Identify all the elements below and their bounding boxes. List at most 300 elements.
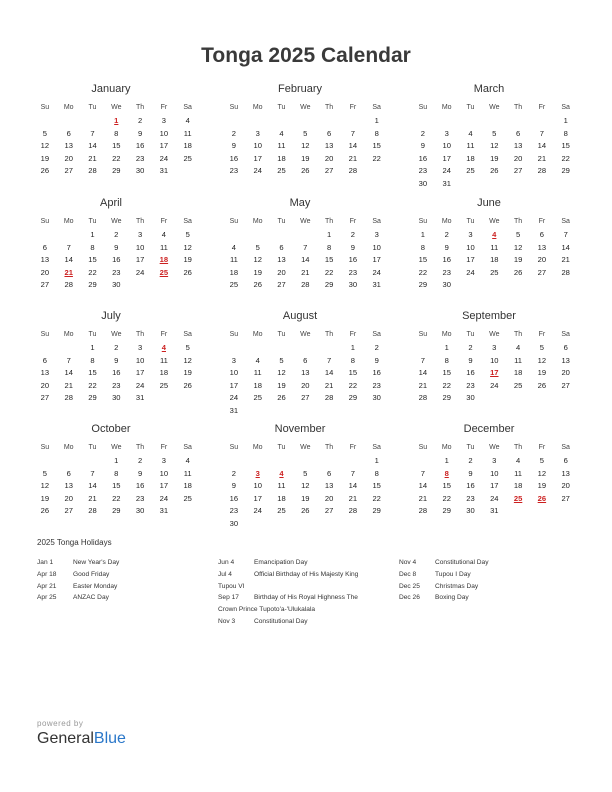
day-cell: 26 — [513, 267, 523, 277]
weekday-header: Su — [40, 331, 50, 338]
day-cell: 9 — [350, 242, 355, 252]
day-cell: 3 — [492, 456, 497, 465]
day-cell: 13 — [537, 242, 547, 252]
day-cell: 10 — [490, 468, 499, 478]
holiday-date: Sep 17 — [218, 594, 239, 602]
month-name: January — [91, 83, 131, 95]
day-cell: 24 — [159, 153, 169, 163]
empty-day-cell — [246, 115, 270, 128]
day-cell: 24 — [229, 393, 239, 403]
day-cell: 22 — [418, 267, 428, 277]
day-cell: 16 — [466, 368, 475, 378]
holiday-item — [218, 616, 394, 628]
day-cell: 28 — [418, 393, 428, 403]
weekday-header: Mo — [441, 444, 452, 451]
weekday-header: Th — [514, 331, 523, 338]
weekday-header: Fr — [160, 104, 168, 111]
day-cell: 10 — [159, 468, 169, 478]
day-cell: 31 — [135, 393, 145, 403]
weekday-header: We — [111, 444, 122, 451]
day-cell: 12 — [537, 355, 547, 365]
holiday-day-cell: 1 — [114, 116, 119, 125]
day-cell: 16 — [229, 153, 239, 163]
logo-part-general: General — [37, 730, 94, 747]
weekday-header: Fr — [538, 444, 546, 451]
day-cell: 6 — [66, 468, 71, 478]
day-cell: 24 — [253, 166, 262, 176]
month-name: July — [101, 310, 121, 322]
day-cell: 31 — [159, 166, 169, 176]
month-name: October — [91, 423, 131, 435]
day-cell: 9 — [114, 242, 119, 252]
weekday-header: Tu — [466, 104, 475, 111]
day-cell: 4 — [161, 230, 166, 239]
holiday-day-cell: 4 — [161, 343, 166, 352]
day-cell: 19 — [537, 368, 547, 378]
day-cell: 31 — [372, 280, 381, 290]
weekday-header: Tu — [277, 331, 286, 338]
day-cell: 9 — [114, 355, 119, 365]
weekday-header: Su — [229, 444, 239, 451]
day-cell: 5 — [279, 355, 284, 365]
day-cell: 29 — [112, 166, 121, 176]
empty-day-cell — [33, 115, 57, 128]
empty-day-cell — [222, 342, 246, 355]
weekday-header: Mo — [63, 104, 74, 111]
day-cell: 22 — [88, 380, 97, 390]
weekday-header: Fr — [160, 444, 168, 451]
day-cell: 30 — [372, 393, 381, 403]
day-cell: 11 — [253, 368, 262, 378]
day-cell: 16 — [372, 368, 381, 378]
day-cell: 5 — [303, 128, 308, 138]
day-cell: 13 — [301, 368, 310, 378]
holiday-name: Christmas Day — [435, 582, 479, 590]
day-cell: 18 — [183, 481, 192, 491]
page-title: Tonga 2025 Calendar — [201, 44, 411, 67]
day-cell: 13 — [561, 355, 570, 365]
month-april — [33, 195, 192, 292]
day-cell: 14 — [64, 368, 73, 378]
day-cell: 24 — [159, 493, 169, 503]
day-cell: 28 — [64, 393, 73, 403]
weekday-header: Mo — [63, 331, 74, 338]
day-cell: 5 — [539, 343, 544, 352]
day-cell: 19 — [490, 153, 499, 163]
weekday-header: Su — [418, 331, 428, 338]
day-cell: 10 — [159, 128, 169, 138]
weekday-header: Mo — [441, 104, 452, 111]
day-cell: 23 — [442, 267, 451, 277]
day-cell: 29 — [442, 506, 451, 516]
holiday-date: Jun 4 — [218, 559, 235, 566]
day-cell: 17 — [372, 255, 381, 265]
holiday-date: Nov 4 — [399, 559, 417, 566]
holiday-name: ANZAC Day — [73, 594, 109, 602]
weekday-header: We — [489, 104, 500, 111]
day-cell: 19 — [183, 255, 192, 265]
day-cell: 6 — [279, 242, 284, 252]
day-cell: 12 — [513, 242, 523, 252]
day-cell: 28 — [537, 166, 547, 176]
month-name: April — [99, 197, 122, 209]
day-cell: 3 — [492, 343, 497, 352]
weekday-header: Tu — [277, 444, 286, 451]
day-cell: 11 — [183, 128, 192, 138]
weekday-header: Mo — [252, 444, 263, 451]
empty-day-cell — [270, 455, 294, 468]
day-cell: 8 — [444, 355, 449, 365]
day-cell: 3 — [255, 128, 260, 138]
day-cell: 1 — [326, 230, 332, 239]
month-january — [33, 81, 192, 178]
day-cell: 1 — [114, 456, 119, 465]
day-cell: 7 — [90, 128, 95, 138]
month-name: February — [277, 83, 323, 95]
day-cell: 30 — [112, 393, 121, 403]
day-cell: 4 — [279, 128, 284, 138]
day-cell: 21 — [324, 380, 334, 390]
day-cell: 13 — [324, 481, 334, 491]
day-cell: 19 — [40, 153, 50, 163]
day-cell: 29 — [88, 393, 97, 403]
weekday-header: We — [489, 331, 500, 338]
weekday-header: Th — [514, 104, 523, 111]
day-cell: 17 — [253, 153, 262, 163]
day-cell: 22 — [372, 153, 381, 163]
day-cell: 29 — [88, 280, 97, 290]
month-day-grid — [222, 441, 381, 531]
day-cell: 10 — [135, 242, 145, 252]
day-cell: 7 — [420, 468, 426, 478]
holiday-item — [37, 569, 213, 581]
day-cell: 26 — [277, 393, 286, 403]
day-cell: 11 — [159, 242, 168, 252]
day-cell: 4 — [185, 116, 190, 125]
day-cell: 26 — [301, 506, 310, 516]
weekday-header: Su — [229, 104, 239, 111]
holiday-item — [218, 604, 394, 616]
empty-day-cell — [33, 455, 57, 468]
weekday-header: Th — [136, 104, 145, 111]
weekday-header: Tu — [466, 444, 475, 451]
weekday-header: Tu — [277, 218, 286, 225]
day-cell: 18 — [466, 153, 475, 163]
day-cell: 23 — [229, 506, 239, 516]
day-cell: 31 — [159, 506, 169, 516]
day-cell: 5 — [303, 468, 308, 478]
holiday-name: Constitutional Day — [254, 617, 308, 625]
day-cell: 7 — [420, 355, 426, 365]
holiday-date: Crown Prince Tupoto'a-'Ulukalala — [218, 606, 316, 614]
empty-day-cell — [57, 455, 81, 468]
holiday-item — [37, 592, 213, 604]
day-cell: 7 — [66, 242, 71, 252]
day-cell: 26 — [537, 380, 547, 390]
day-cell: 31 — [229, 405, 239, 415]
day-cell: 1 — [350, 343, 355, 352]
weekday-header: We — [111, 331, 122, 338]
day-cell: 4 — [468, 128, 473, 138]
empty-day-cell — [270, 342, 294, 355]
day-cell: 14 — [324, 368, 334, 378]
empty-day-cell — [530, 115, 554, 128]
day-cell: 23 — [466, 380, 475, 390]
day-cell: 8 — [350, 355, 355, 365]
empty-day-cell — [341, 455, 365, 468]
day-cell: 6 — [539, 230, 544, 239]
day-cell: 18 — [183, 141, 192, 151]
day-cell: 15 — [112, 481, 121, 491]
weekday-header: Su — [418, 218, 428, 225]
weekday-header: Su — [40, 444, 50, 451]
day-cell: 9 — [468, 355, 473, 365]
day-cell: 3 — [137, 230, 143, 239]
holiday-name: Constitutional Day — [435, 559, 489, 566]
holiday-item — [399, 592, 575, 604]
day-cell: 12 — [301, 141, 310, 151]
day-cell: 25 — [183, 153, 192, 163]
day-cell: 16 — [348, 255, 358, 265]
day-cell: 15 — [372, 141, 381, 151]
day-cell: 19 — [513, 255, 523, 265]
weekday-header: Sa — [372, 331, 381, 338]
holiday-day-cell: 4 — [279, 468, 284, 478]
day-cell: 26 — [490, 166, 499, 176]
weekday-header: Sa — [561, 331, 570, 338]
day-cell: 13 — [40, 368, 50, 378]
day-cell: 30 — [135, 506, 145, 516]
month-day-grid — [411, 101, 570, 191]
weekday-header: Sa — [183, 104, 192, 111]
day-cell: 28 — [348, 506, 358, 516]
logo-part-blue: Blue — [93, 730, 126, 747]
holidays-title: 2025 Tonga Holidays — [37, 538, 112, 547]
day-cell: 21 — [301, 267, 310, 277]
day-cell: 8 — [374, 128, 379, 138]
weekday-header: Tu — [466, 331, 475, 338]
day-cell: 9 — [231, 141, 237, 151]
day-cell: 27 — [301, 393, 310, 403]
day-cell: 15 — [442, 481, 451, 491]
day-cell: 11 — [466, 141, 475, 151]
day-cell: 13 — [64, 481, 73, 491]
day-cell: 6 — [326, 128, 332, 138]
day-cell: 30 — [135, 166, 145, 176]
day-cell: 6 — [563, 343, 568, 352]
month-december — [411, 421, 570, 518]
day-cell: 28 — [348, 166, 358, 176]
day-cell: 27 — [561, 493, 570, 503]
month-day-grid — [33, 441, 192, 518]
day-cell: 2 — [420, 128, 426, 138]
holiday-day-cell: 21 — [64, 267, 73, 277]
weekday-header: We — [300, 218, 311, 225]
weekday-header: Sa — [183, 331, 192, 338]
day-cell: 6 — [563, 456, 568, 465]
day-cell: 4 — [515, 456, 521, 465]
day-cell: 3 — [374, 230, 379, 239]
month-day-grid — [33, 328, 192, 405]
day-cell: 19 — [537, 481, 547, 491]
weekday-header: We — [111, 218, 122, 225]
weekday-header: Fr — [349, 104, 357, 111]
day-cell: 2 — [231, 128, 237, 138]
generalblue-logo — [37, 730, 126, 748]
weekday-header: Sa — [372, 104, 381, 111]
day-cell: 27 — [64, 506, 73, 516]
empty-day-cell — [246, 342, 270, 355]
weekday-header: Tu — [277, 104, 286, 111]
weekday-header: Mo — [441, 331, 452, 338]
weekday-header: Fr — [349, 444, 357, 451]
day-cell: 5 — [255, 242, 260, 252]
empty-day-cell — [293, 342, 317, 355]
day-cell: 5 — [539, 456, 544, 465]
weekday-header: Fr — [349, 218, 357, 225]
empty-day-cell — [270, 229, 294, 242]
day-cell: 24 — [466, 267, 475, 277]
weekday-header: Mo — [63, 444, 74, 451]
day-cell: 25 — [159, 380, 169, 390]
day-cell: 27 — [513, 166, 523, 176]
day-cell: 20 — [64, 153, 73, 163]
day-cell: 8 — [420, 242, 426, 252]
day-cell: 21 — [88, 153, 97, 163]
day-cell: 26 — [183, 380, 192, 390]
day-cell: 26 — [40, 166, 50, 176]
weekday-header: Su — [229, 331, 239, 338]
day-cell: 17 — [229, 380, 239, 390]
weekday-header: Sa — [561, 444, 570, 451]
day-cell: 15 — [561, 141, 570, 151]
day-cell: 6 — [42, 242, 48, 252]
month-name: May — [289, 197, 311, 209]
day-cell: 15 — [112, 141, 121, 151]
holiday-name: Boxing Day — [435, 594, 469, 602]
day-cell: 13 — [277, 255, 286, 265]
day-cell: 15 — [348, 368, 358, 378]
day-cell: 14 — [537, 141, 547, 151]
day-cell: 21 — [64, 380, 73, 390]
day-cell: 3 — [137, 343, 143, 352]
holiday-item — [218, 581, 394, 593]
weekday-header: Tu — [88, 104, 97, 111]
day-cell: 17 — [466, 255, 475, 265]
day-cell: 28 — [88, 166, 97, 176]
empty-day-cell — [270, 115, 294, 128]
day-cell: 19 — [253, 267, 262, 277]
day-cell: 20 — [537, 255, 547, 265]
weekday-header: Th — [325, 444, 334, 451]
day-cell: 10 — [490, 355, 499, 365]
day-cell: 10 — [229, 368, 239, 378]
holiday-date: Jan 1 — [37, 559, 54, 566]
month-october — [33, 421, 192, 518]
empty-day-cell — [459, 115, 483, 128]
day-cell: 15 — [372, 481, 381, 491]
day-cell: 30 — [418, 178, 428, 188]
day-cell: 25 — [277, 166, 286, 176]
day-cell: 1 — [563, 116, 568, 125]
day-cell: 14 — [301, 255, 310, 265]
day-cell: 5 — [515, 230, 521, 239]
day-cell: 9 — [374, 355, 379, 365]
day-cell: 17 — [442, 153, 451, 163]
empty-day-cell — [317, 115, 341, 128]
day-cell: 27 — [324, 506, 334, 516]
month-september — [411, 308, 570, 405]
day-cell: 16 — [135, 141, 145, 151]
holiday-item — [37, 581, 213, 593]
day-cell: 25 — [513, 380, 523, 390]
day-cell: 9 — [444, 242, 449, 252]
day-cell: 29 — [561, 166, 570, 176]
weekday-header: Tu — [466, 218, 475, 225]
holiday-day-cell: 4 — [492, 230, 497, 239]
day-cell: 27 — [64, 166, 73, 176]
day-cell: 2 — [114, 343, 119, 352]
day-cell: 7 — [303, 242, 308, 252]
day-cell: 17 — [135, 255, 145, 265]
day-cell: 20 — [561, 481, 570, 491]
day-cell: 20 — [561, 368, 570, 378]
day-cell: 14 — [348, 141, 358, 151]
day-cell: 18 — [490, 255, 499, 265]
day-cell: 31 — [442, 178, 451, 188]
day-cell: 29 — [442, 393, 451, 403]
month-july — [33, 308, 192, 405]
day-cell: 7 — [90, 468, 95, 478]
holiday-day-cell: 25 — [159, 267, 169, 277]
day-cell: 2 — [114, 230, 119, 239]
day-cell: 9 — [231, 481, 237, 491]
day-cell: 17 — [490, 481, 499, 491]
empty-day-cell — [246, 229, 270, 242]
day-cell: 1 — [420, 230, 426, 239]
day-cell: 23 — [372, 380, 381, 390]
day-cell: 16 — [112, 255, 121, 265]
holidays-column — [37, 557, 213, 604]
day-cell: 13 — [40, 255, 50, 265]
day-cell: 15 — [442, 368, 451, 378]
weekday-header: Sa — [372, 444, 381, 451]
weekday-header: Su — [40, 218, 50, 225]
day-cell: 12 — [40, 481, 50, 491]
holiday-name: Easter Monday — [73, 582, 118, 590]
day-cell: 7 — [350, 468, 355, 478]
day-cell: 22 — [348, 380, 358, 390]
day-cell: 19 — [301, 493, 310, 503]
day-cell: 9 — [137, 128, 143, 138]
day-cell: 14 — [348, 481, 358, 491]
day-cell: 15 — [88, 255, 97, 265]
month-day-grid — [33, 215, 192, 292]
day-cell: 21 — [537, 153, 547, 163]
holiday-item — [218, 557, 394, 569]
day-cell: 1 — [444, 343, 449, 352]
day-cell: 21 — [348, 153, 358, 163]
day-cell: 9 — [468, 468, 473, 478]
day-cell: 25 — [490, 267, 499, 277]
day-cell: 12 — [301, 481, 310, 491]
day-cell: 29 — [112, 506, 121, 516]
weekday-header: Sa — [561, 104, 570, 111]
day-cell: 5 — [185, 343, 190, 352]
weekday-header: Fr — [538, 331, 546, 338]
day-cell: 15 — [418, 255, 428, 265]
weekday-header: Th — [325, 218, 334, 225]
